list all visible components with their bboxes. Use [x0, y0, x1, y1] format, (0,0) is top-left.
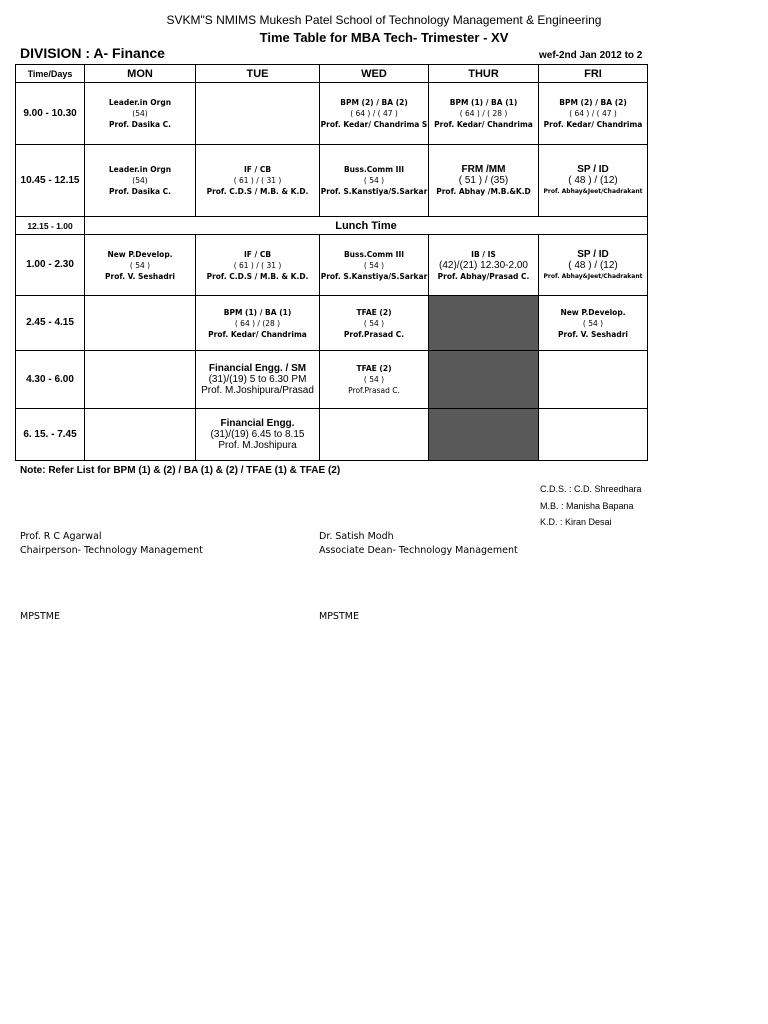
class-cell-fri — [539, 409, 648, 461]
timetable-title: Time Table for MBA Tech- Trimester - XV — [259, 30, 509, 45]
faculty-name: Prof.Prasad C. — [343, 329, 405, 339]
faculty-name: Prof. Abhay /M.B.&K.D — [436, 187, 531, 196]
student-count: ( 64 ) / ( 28 ) — [459, 109, 508, 118]
course-name: New P.Develop. — [560, 307, 626, 317]
course-name: TFAE (2) — [356, 307, 392, 317]
student-count: ( 54 ) — [363, 176, 385, 185]
school-name: SVKM"S NMIMS Mukesh Patel School of Technology Management & Engineering — [166, 13, 602, 27]
class-cell-wed — [320, 235, 429, 296]
time-slot: 6. 15. - 7.45 — [16, 409, 85, 461]
timetable-row — [16, 145, 648, 217]
timetable-row — [16, 235, 648, 296]
class-cell-fri — [539, 83, 648, 145]
signatory-org: MPSTME — [319, 611, 359, 622]
time-slot: 12.15 - 1.00 — [16, 217, 85, 235]
time-slot: 2.45 - 4.15 — [16, 296, 85, 351]
course-name: IB / IS — [471, 249, 496, 259]
faculty-name: Prof. Dasika C. — [109, 120, 171, 129]
time-slot: 4.30 - 6.00 — [16, 351, 85, 409]
class-cell-thur — [429, 409, 539, 461]
faculty-name: Prof. Dasika C. — [109, 187, 171, 196]
faculty-name: Prof. S.Kanstiya/S.Sarkar — [320, 187, 428, 196]
course-name: SP / ID — [577, 164, 609, 175]
abbreviation-kd: K.D. : Kiran Desai — [540, 517, 612, 527]
abbreviation-cds: C.D.S. : C.D. Shreedhara — [540, 484, 642, 494]
course-name: BPM (2) / BA (2) — [559, 98, 627, 107]
student-count: ( 54 ) — [129, 260, 151, 270]
class-cell-wed — [320, 409, 429, 461]
course-name: BPM (1) / BA (1) — [223, 307, 292, 317]
signatory-role: Associate Dean- Technology Management — [319, 545, 518, 556]
class-cell-mon — [85, 409, 196, 461]
time-slot: 9.00 - 10.30 — [16, 83, 85, 145]
class-cell-thur — [429, 145, 539, 217]
signatory-name: Prof. R C Agarwal — [20, 531, 102, 542]
course-name: BPM (2) / BA (2) — [340, 98, 408, 107]
student-count: ( 54 ) — [363, 318, 385, 328]
col-header-tue: TUE — [196, 65, 320, 83]
class-cell-thur — [429, 235, 539, 296]
class-cell-wed — [320, 296, 429, 351]
signatory-role: Chairperson- Technology Management — [20, 545, 203, 556]
course-name: IF / CB — [243, 165, 272, 174]
note: Note: Refer List for BPM (1) & (2) / BA (1) & (2) / TFAE (1) & TFAE (2) — [20, 465, 341, 476]
course-name: IF / CB — [243, 249, 272, 259]
course-name: SP / ID — [577, 248, 609, 260]
student-count: ( 54 ) — [363, 375, 385, 384]
class-cell-mon — [85, 83, 196, 145]
class-cell-tue — [196, 83, 320, 145]
timetable-row — [16, 296, 648, 351]
class-cell-tue — [196, 409, 320, 461]
signatory-name: Dr. Satish Modh — [319, 531, 394, 542]
class-cell-tue — [196, 145, 320, 217]
class-cell-tue — [196, 351, 320, 409]
lunch-break: Lunch Time — [85, 217, 648, 235]
class-cell-thur — [429, 351, 539, 409]
faculty-name: Prof. Kedar/ Chandrima — [543, 120, 643, 129]
course-name: BPM (1) / BA (1) — [449, 98, 518, 107]
faculty-name: Prof. C.D.S / M.B. & K.D. — [206, 271, 309, 281]
col-header-fri: FRI — [539, 65, 648, 83]
student-count: ( 48 ) / (12) — [568, 259, 618, 271]
faculty-name: Prof. M.Joshipura — [218, 440, 297, 451]
course-name: New P.Develop. — [107, 249, 173, 259]
course-name: Buss.Comm III — [343, 165, 405, 174]
abbreviation-mb: M.B. : Manisha Bapana — [540, 501, 634, 511]
student-count: ( 64 ) / ( 47 ) — [350, 109, 398, 118]
class-cell-fri — [539, 296, 648, 351]
faculty-name: Prof. M.Joshipura/Prasad — [201, 385, 314, 396]
class-cell-wed — [320, 83, 429, 145]
class-cell-mon — [85, 145, 196, 217]
class-cell-mon — [85, 351, 196, 409]
student-count: ( 51 ) / (35) — [458, 175, 509, 186]
class-cell-thur — [429, 83, 539, 145]
course-name: Buss.Comm III — [343, 249, 405, 259]
student-count: (31)/(19) 5 to 6.30 PM — [208, 374, 307, 385]
division-label: DIVISION : A- Finance — [20, 45, 165, 61]
course-name: Leader.in Orgn — [108, 98, 172, 107]
col-header-wed: WED — [320, 65, 429, 83]
class-cell-wed — [320, 145, 429, 217]
time-slot: 10.45 - 12.15 — [16, 145, 85, 217]
faculty-name: Prof. V. Seshadri — [558, 329, 628, 339]
course-name: FRM /MM — [461, 164, 506, 175]
student-count: (54) — [132, 109, 148, 118]
student-count: ( 54 ) — [582, 318, 604, 328]
student-count: (31)/(19) 6.45 to 8.15 — [210, 429, 305, 440]
faculty-name: Prof. Kedar/ Chandrima — [434, 120, 533, 129]
signatory-org: MPSTME — [20, 611, 60, 622]
faculty-name: Prof. Abhay&Jeet/Chadrakant — [543, 188, 643, 195]
col-header-mon: MON — [85, 65, 196, 83]
header-row — [16, 65, 648, 83]
faculty-name: Prof. Kedar/ Chandrima S — [320, 120, 428, 129]
student-count: ( 61 ) / ( 31 ) — [233, 260, 282, 270]
class-cell-tue — [196, 235, 320, 296]
class-cell-mon — [85, 296, 196, 351]
timetable-row — [16, 217, 648, 235]
timetable — [15, 64, 648, 461]
student-count: ( 64 ) / (28 ) — [234, 318, 281, 328]
effective-date: wef-2nd Jan 2012 to 2 — [539, 50, 643, 61]
student-count: ( 48 ) / (12) — [568, 175, 618, 186]
student-count: (54) — [132, 176, 148, 185]
faculty-name: Prof. Abhay/Prasad C. — [437, 271, 530, 281]
student-count: (42)/(21) 12.30-2.00 — [439, 259, 528, 271]
timetable-row — [16, 351, 648, 409]
faculty-name: Prof.Prasad C. — [348, 386, 400, 395]
student-count: ( 61 ) / ( 31 ) — [233, 176, 282, 185]
class-cell-tue — [196, 296, 320, 351]
faculty-name: Prof. Abhay&Jeet/Chadrakant — [543, 272, 643, 280]
col-header-thur: THUR — [429, 65, 539, 83]
faculty-name: Prof. V. Seshadri — [105, 271, 175, 281]
course-name: Leader.in Orgn — [108, 165, 172, 174]
faculty-name: Prof. S.Kanstiya/S.Sarkar — [320, 271, 428, 281]
timetable-row — [16, 409, 648, 461]
course-name: Financial Engg. — [220, 418, 295, 429]
class-cell-wed — [320, 351, 429, 409]
class-cell-thur — [429, 296, 539, 351]
class-cell-mon — [85, 235, 196, 296]
course-name: TFAE (2) — [356, 364, 392, 373]
class-cell-fri — [539, 235, 648, 296]
time-slot: 1.00 - 2.30 — [16, 235, 85, 296]
student-count: ( 54 ) — [363, 260, 385, 270]
faculty-name: Prof. Kedar/ Chandrima — [208, 329, 307, 339]
course-name: Financial Engg. / SM — [208, 363, 307, 374]
class-cell-fri — [539, 351, 648, 409]
faculty-name: Prof. C.D.S / M.B. & K.D. — [206, 187, 309, 196]
col-header-time: Time/Days — [16, 65, 85, 83]
student-count: ( 64 ) / ( 47 ) — [569, 109, 617, 118]
timetable-row — [16, 83, 648, 145]
class-cell-fri — [539, 145, 648, 217]
